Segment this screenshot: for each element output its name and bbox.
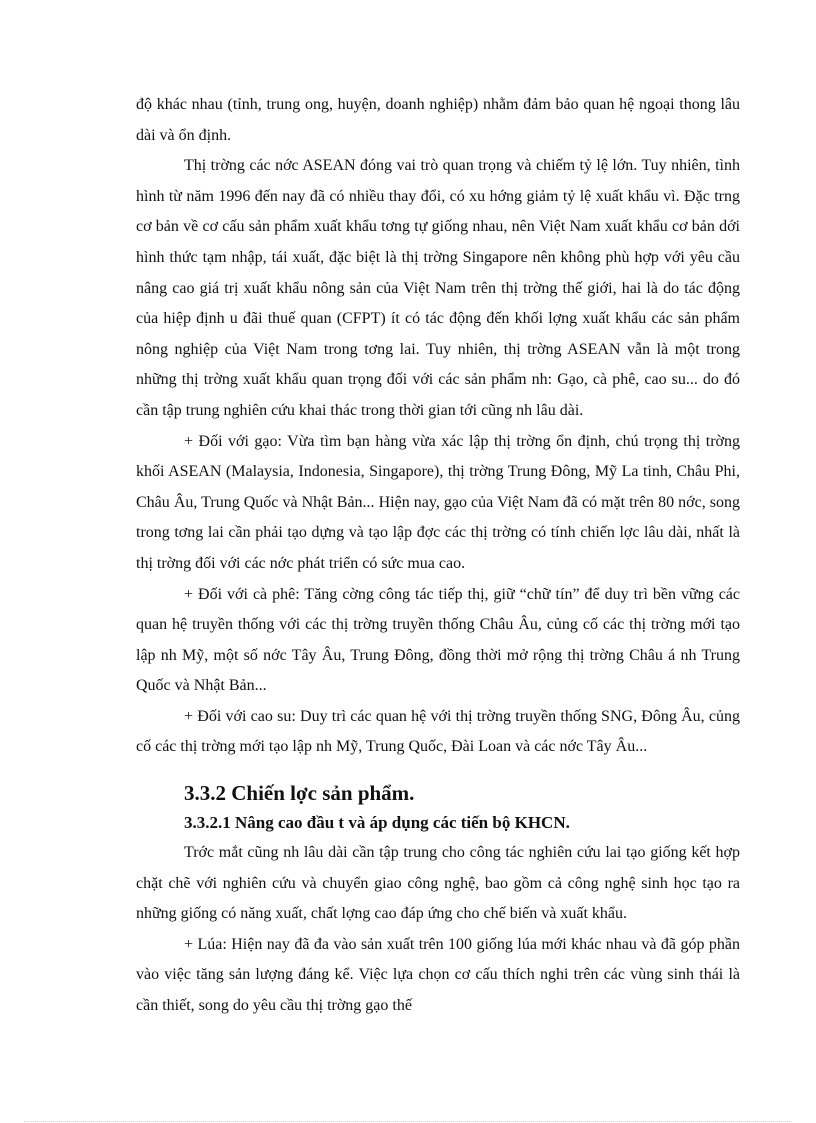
section-heading-product-strategy: 3.3.2 Chiến lợc sản phẩm. [184, 781, 415, 806]
paragraph-rice-market: + Đối với gạo: Vừa tìm bạn hàng vừa xác lập thị trờng ổn định, chú trọng thị trờng khối ASEAN (Malaysia, Indonesia, Singapore), thị trờng Trung Đông, Mỹ La tinh, Châu Phi, Châu Âu, Trung Quốc và Nhật Bản... Hiện nay, gạo của Việt Nam đã có mặt trên 80 nớc, song trong tơng lai cần phải tạo dựng và tạo lập đợc các thị trờng có tính chiến lợc lâu dài, nhất là thị trờng đối với các nớc phát triển có sức mua cao. [136, 432, 740, 572]
paragraph-asean-market: Thị trờng các nớc ASEAN đóng vai trò quan trọng và chiếm tỷ lệ lớn. Tuy nhiên, tình hình từ năm 1996 đến nay đã có nhiều thay đổi, có xu hớng giảm tỷ lệ xuất khẩu vì. Đặc trng cơ bản về cơ cấu sản phẩm xuất khẩu tơng tự giống nhau, nên Việt Nam xuất khẩu cơ bản dới hình thức tạm nhập, tái xuất, đặc biệt là thị trờng Singapore nên không phù hợp với yêu cầu nâng cao giá trị xuất khẩu nông sản của Việt Nam trên thị trờng thế giới, hai là do tác động của hiệp định u đãi thuế quan (CFPT) ít có tác động đến khối lợng xuất khẩu các sản phẩm nông nghiệp của Việt Nam trong tơng lai. Tuy nhiên, thị trờng ASEAN vẫn là một trong những thị trờng xuất khẩu quan trọng đối với các sản phẩm nh: Gạo, cà phê, cao su... do đó cần tập trung nghiên cứu khai thác trong thời gian tới cũng nh lâu dài. [136, 157, 740, 419]
paragraph-international-relations: độ khác nhau (tỉnh, trung ong, huyện, doanh nghiệp) nhằm đảm bảo quan hệ ngoại thong lâu dài và ổn định. [136, 96, 740, 144]
paragraph-rubber-market: + Đối với cao su: Duy trì các quan hệ với thị trờng truyền thống SNG, Đông Âu, củng cố các thị trờng mới tạo lập nh Mỹ, Trung Quốc, Đài Loan và các nớc Tây Âu... [136, 707, 740, 756]
paragraph-rice-varieties: + Lúa: Hiện nay đã đa vào sản xuất trên 100 giống lúa mới khác nhau và đã góp phần vào việc tăng sản lượng đáng kể. Việc lựa chọn cơ cấu thích nghi trên các vùng sinh thái là cần thiết, song do yêu cầu thị trờng gạo thế [136, 935, 740, 1015]
paragraph-coffee-market: + Đối với cà phê: Tăng cờng công tác tiếp thị, giữ “chữ tín” để duy trì bền vững các quan hệ truyền thống với các thị trờng truyền thống Châu Âu, củng cố các thị trờng mới tạo lập nh Mỹ, một số nớc Tây Âu, Trung Đông, đồng thời mở rộng thị trờng Châu á nh Trung Quốc và Nhật Bản... [136, 585, 740, 695]
page-bottom-dotted-rule [24, 1121, 792, 1122]
subsection-heading-science-technology: 3.3.2.1 Nâng cao đầu t và áp dụng các tiến bộ KHCN. [184, 813, 570, 833]
paragraph-research-breeding: Trớc mắt cũng nh lâu dài cần tập trung cho công tác nghiên cứu lai tạo giống kết hợp chặt chẽ với nghiên cứu và chuyển giao công nghệ, bao gồm cả công nghệ sinh học tạo ra những giống có năng xuất, chất lợng cao đáp ứng cho chế biến và xuất khẩu. [136, 844, 740, 923]
document-body [136, 90, 740, 1022]
